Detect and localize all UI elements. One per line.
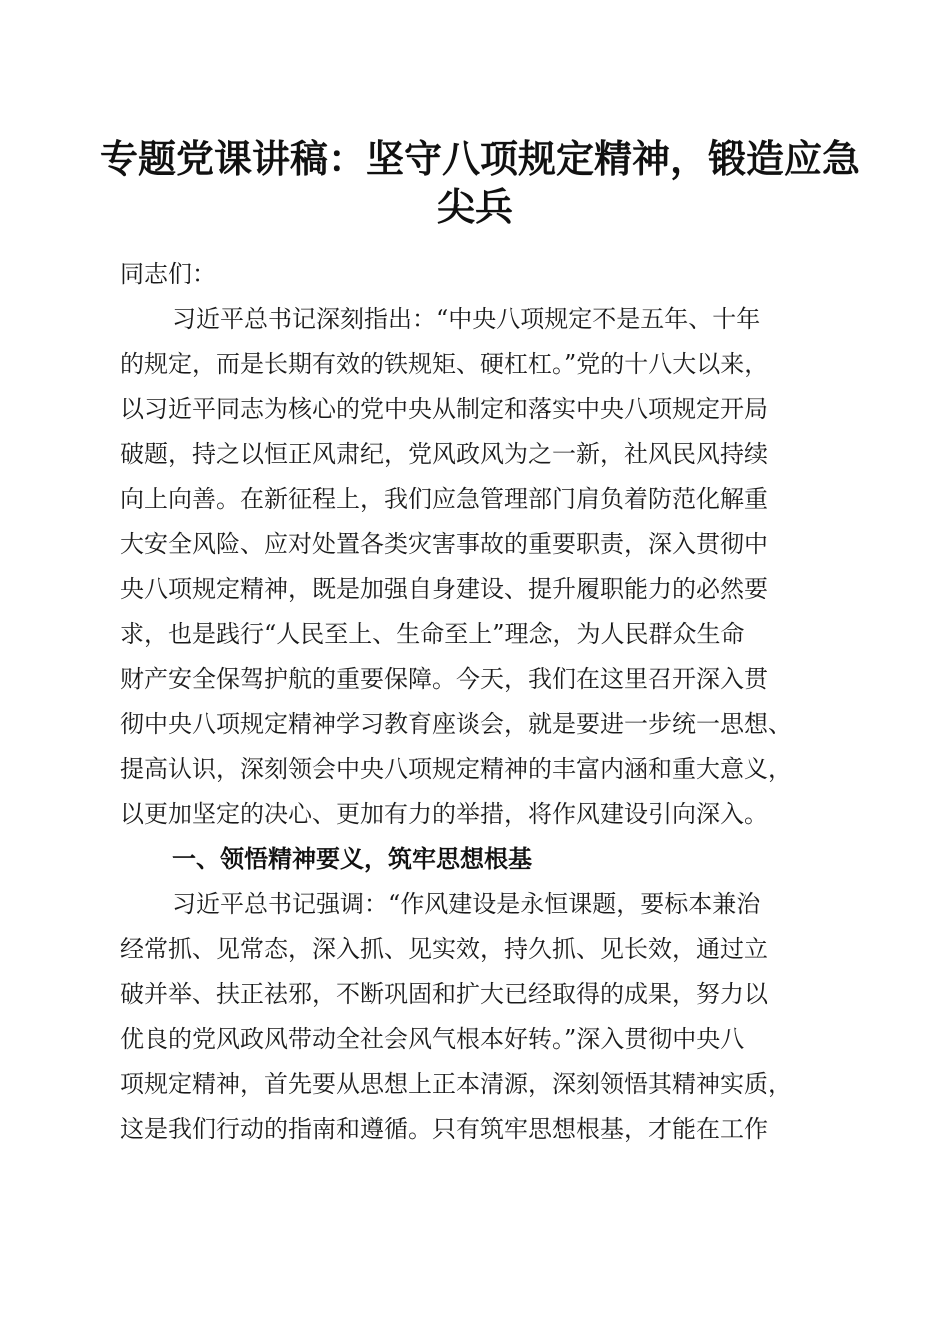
- title-line: 尖兵: [436, 184, 513, 229]
- section-heading: 一、领悟精神要义，筑牢思想根基: [172, 845, 532, 873]
- document-title: [100, 135, 861, 231]
- paragraph-line: 项规定精神，首先要从思想上正本清源，深刻领悟其精神实质，: [120, 1070, 792, 1098]
- paragraph-line: 习近平总书记深刻指出：“中央八项规定不是五年、十年: [172, 305, 761, 333]
- paragraph-line: 央八项规定精神，既是加强自身建设、提升履职能力的必然要: [120, 575, 768, 603]
- paragraph-line: 以更加坚定的决心、更加有力的举措，将作风建设引向深入。: [120, 800, 768, 828]
- paragraph-line: 求，也是践行“人民至上、生命至上”理念，为人民群众生命: [120, 620, 745, 648]
- title-line: 专题党课讲稿：坚守八项规定精神，锻造应急: [100, 136, 861, 181]
- paragraph-line: 习近平总书记强调：“作风建设是永恒课题，要标本兼治: [172, 890, 761, 918]
- salutation: 同志们：: [120, 260, 216, 288]
- paragraph-line: 破题，持之以恒正风肃纪，党风政风为之一新，社风民风持续: [120, 440, 768, 468]
- paragraph-line: 破并举、扶正祛邪，不断巩固和扩大已经取得的成果，努力以: [120, 980, 768, 1008]
- document-body: [120, 252, 835, 1152]
- paragraph-line: 的规定，而是长期有效的铁规矩、硬杠杠。”党的十八大以来，: [120, 350, 769, 378]
- paragraph-line: 经常抓、见常态，深入抓、见实效，持久抓、见长效，通过立: [120, 935, 768, 963]
- paragraph-line: 财产安全保驾护航的重要保障。今天，我们在这里召开深入贯: [120, 665, 768, 693]
- paragraph-line: 提高认识，深刻领会中央八项规定精神的丰富内涵和重大意义，: [120, 755, 792, 783]
- paragraph-line: 这是我们行动的指南和遵循。只有筑牢思想根基，才能在工作: [120, 1115, 768, 1143]
- paragraph-line: 大安全风险、应对处置各类灾害事故的重要职责，深入贯彻中: [120, 530, 768, 558]
- paragraph-line: 向上向善。在新征程上，我们应急管理部门肩负着防范化解重: [120, 485, 768, 513]
- paragraph-line: 以习近平同志为核心的党中央从制定和落实中央八项规定开局: [120, 395, 768, 423]
- paragraph-line: 优良的党风政风带动全社会风气根本好转。”深入贯彻中央八: [120, 1025, 745, 1053]
- paragraph-line: 彻中央八项规定精神学习教育座谈会，就是要进一步统一思想、: [120, 710, 792, 738]
